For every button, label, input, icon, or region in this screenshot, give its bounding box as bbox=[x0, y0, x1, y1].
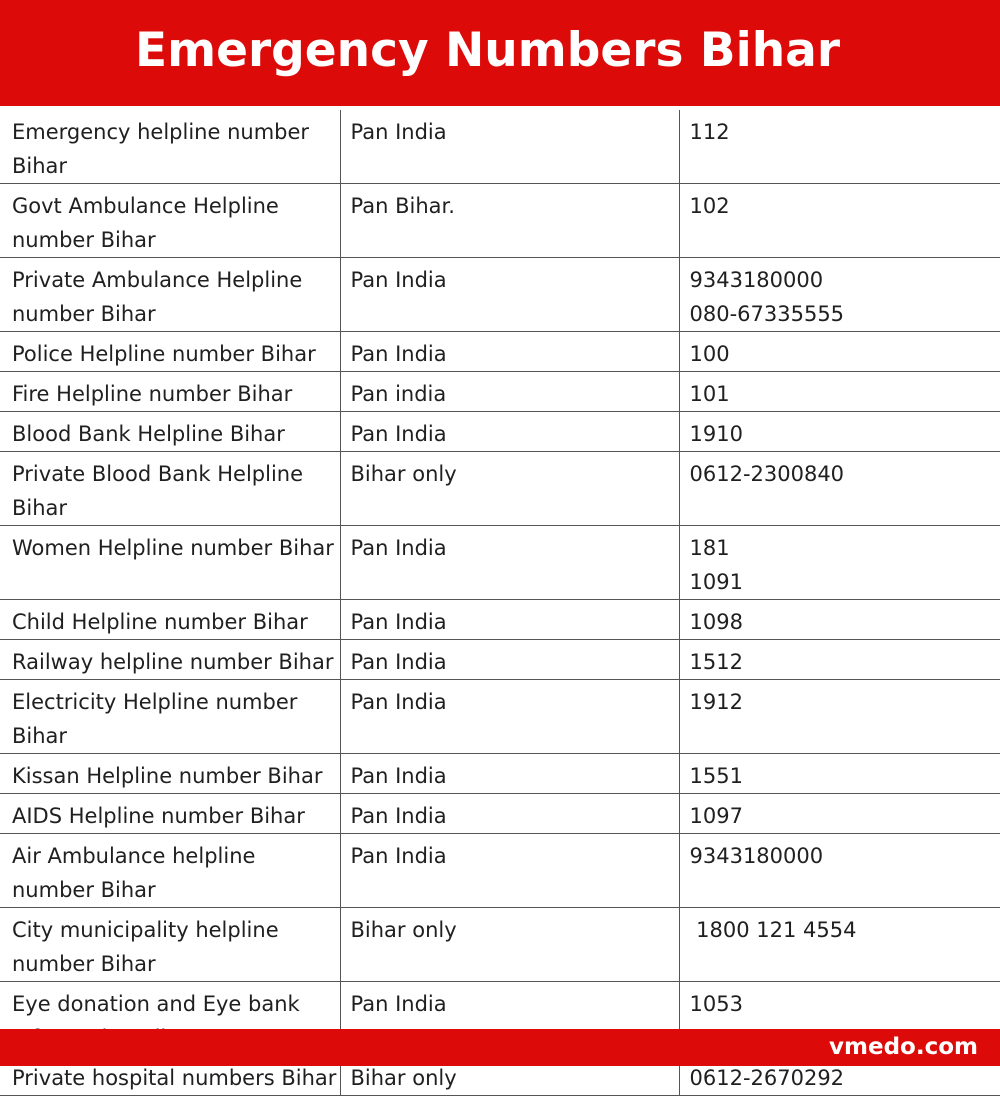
phone-number: 1800 121 4554 bbox=[690, 913, 1000, 947]
coverage-cell: Pan India bbox=[340, 982, 679, 1056]
coverage-cell: Pan India bbox=[340, 600, 679, 640]
phone-number: 1053 bbox=[690, 987, 1000, 1021]
phone-number: 0612-2300840 bbox=[690, 457, 1000, 491]
phone-number-cell bbox=[679, 412, 1000, 452]
coverage-cell: Pan India bbox=[340, 258, 679, 332]
phone-number: 1912 bbox=[690, 685, 1000, 719]
header-banner bbox=[0, 0, 1000, 106]
service-cell: City municipality helpline number Bihar bbox=[0, 908, 340, 982]
service-cell: Child Helpline number Bihar bbox=[0, 600, 340, 640]
footer-banner bbox=[0, 1029, 1000, 1066]
helpline-table bbox=[0, 110, 1000, 1096]
phone-number: 1910 bbox=[690, 417, 1000, 451]
service-cell: Electricity Helpline number Bihar bbox=[0, 680, 340, 754]
phone-number-cell bbox=[679, 110, 1000, 184]
service-cell: Women Helpline number Bihar bbox=[0, 526, 340, 600]
table-row bbox=[0, 332, 1000, 372]
service-cell: Govt Ambulance Helpline number Bihar bbox=[0, 184, 340, 258]
phone-number-cell bbox=[679, 834, 1000, 908]
phone-number-cell bbox=[679, 372, 1000, 412]
coverage-cell: Pan India bbox=[340, 794, 679, 834]
phone-number: 100 bbox=[690, 337, 1000, 371]
phone-number: 9343180000 bbox=[690, 263, 1000, 297]
coverage-cell: Pan India bbox=[340, 834, 679, 908]
phone-number-cell bbox=[679, 184, 1000, 258]
phone-number: 1098 bbox=[690, 605, 1000, 639]
phone-number-cell bbox=[679, 258, 1000, 332]
coverage-cell: Pan India bbox=[340, 680, 679, 754]
phone-number: 1097 bbox=[690, 799, 1000, 833]
helpline-table-body bbox=[0, 110, 1000, 1096]
table-row bbox=[0, 412, 1000, 452]
service-cell: Blood Bank Helpline Bihar bbox=[0, 412, 340, 452]
phone-number-cell bbox=[679, 600, 1000, 640]
table-row bbox=[0, 600, 1000, 640]
service-cell: AIDS Helpline number Bihar bbox=[0, 794, 340, 834]
phone-number-cell bbox=[679, 452, 1000, 526]
coverage-cell: Bihar only bbox=[340, 1056, 679, 1096]
table-row bbox=[0, 640, 1000, 680]
service-cell: Eye donation and Eye bank bbox=[0, 982, 340, 1056]
phone-number: 112 bbox=[690, 115, 1000, 149]
phone-number: 102 bbox=[690, 189, 1000, 223]
phone-number: 9343180000 bbox=[690, 839, 1000, 873]
site-brand: vmedo.com bbox=[829, 1031, 978, 1063]
phone-number-cell bbox=[679, 754, 1000, 794]
phone-number: 1551 bbox=[690, 759, 1000, 793]
table-row bbox=[0, 754, 1000, 794]
coverage-cell: Bihar only bbox=[340, 452, 679, 526]
phone-number: 0612-2670292 bbox=[690, 1061, 1000, 1095]
table-row bbox=[0, 372, 1000, 412]
table-row bbox=[0, 184, 1000, 258]
phone-number-cell bbox=[679, 908, 1000, 982]
table-row bbox=[0, 452, 1000, 526]
coverage-cell: Pan Bihar. bbox=[340, 184, 679, 258]
table-row bbox=[0, 526, 1000, 600]
service-cell: Police Helpline number Bihar bbox=[0, 332, 340, 372]
phone-number-cell bbox=[679, 640, 1000, 680]
table-row bbox=[0, 110, 1000, 184]
table-row bbox=[0, 908, 1000, 982]
service-cell: Air Ambulance helpline number Bihar bbox=[0, 834, 340, 908]
service-cell: Emergency helpline number Bihar bbox=[0, 110, 340, 184]
service-cell: Private Blood Bank Helpline Bihar bbox=[0, 452, 340, 526]
page-title: Emergency Numbers Bihar bbox=[135, 18, 840, 84]
coverage-cell: Pan india bbox=[340, 372, 679, 412]
coverage-cell: Pan India bbox=[340, 526, 679, 600]
service-cell: Private Ambulance Helpline number Bihar bbox=[0, 258, 340, 332]
coverage-cell: Pan India bbox=[340, 754, 679, 794]
service-cell: Kissan Helpline number Bihar bbox=[0, 754, 340, 794]
phone-number: 181 bbox=[690, 531, 1000, 565]
phone-number-cell bbox=[679, 794, 1000, 834]
coverage-cell: Pan India bbox=[340, 332, 679, 372]
table-row bbox=[0, 258, 1000, 332]
service-cell: Private hospital numbers Bihar bbox=[0, 1056, 340, 1096]
phone-number: 080-67335555 bbox=[690, 297, 1000, 331]
phone-number: 1512 bbox=[690, 645, 1000, 679]
phone-number-cell bbox=[679, 680, 1000, 754]
phone-number: 101 bbox=[690, 377, 1000, 411]
phone-number-cell bbox=[679, 332, 1000, 372]
service-cell: Railway helpline number Bihar bbox=[0, 640, 340, 680]
table-row bbox=[0, 834, 1000, 908]
coverage-cell: Pan India bbox=[340, 412, 679, 452]
phone-number: 1091 bbox=[690, 565, 1000, 599]
table-row bbox=[0, 794, 1000, 834]
coverage-cell: Bihar only bbox=[340, 908, 679, 982]
table-row bbox=[0, 680, 1000, 754]
phone-number-cell bbox=[679, 526, 1000, 600]
coverage-cell: Pan India bbox=[340, 110, 679, 184]
service-cell: Fire Helpline number Bihar bbox=[0, 372, 340, 412]
coverage-cell: Pan India bbox=[340, 640, 679, 680]
